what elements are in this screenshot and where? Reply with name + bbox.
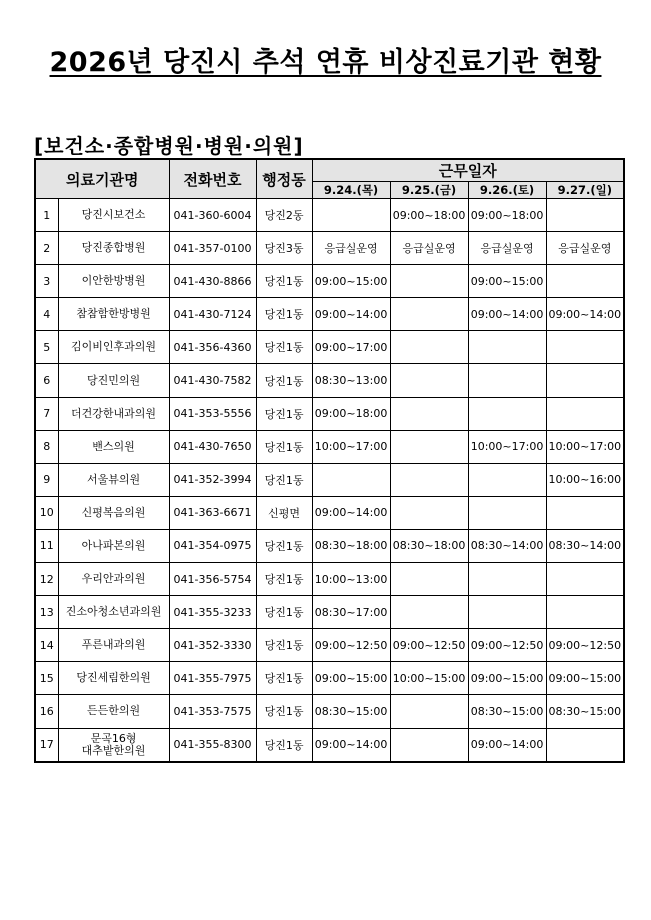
phone-number: 041-354-0975 [169,529,256,562]
hours-date-3 [468,596,546,629]
header-date-1: 9.24.(목) [312,182,390,199]
hours-date-3 [468,364,546,397]
district: 신평면 [256,496,312,529]
emergency-clinic-table [34,158,625,763]
hours-date-4 [546,364,624,397]
district: 당진2동 [256,199,312,232]
page-title [0,40,651,79]
header-date-2: 9.25.(금) [390,182,468,199]
header-date-3: 9.26.(토) [468,182,546,199]
hours-date-3: 09:00~12:50 [468,629,546,662]
hours-date-4: 10:00~16:00 [546,463,624,496]
row-number: 10 [35,496,58,529]
table-row [35,529,624,562]
phone-number: 041-430-7582 [169,364,256,397]
phone-number: 041-360-6004 [169,199,256,232]
phone-number: 041-430-7124 [169,298,256,331]
phone-number: 041-355-8300 [169,728,256,762]
row-number: 17 [35,728,58,762]
hours-date-2 [390,463,468,496]
hours-date-2 [390,695,468,728]
district: 당진3동 [256,232,312,265]
hours-date-1 [312,463,390,496]
hours-date-1: 09:00~14:00 [312,298,390,331]
hours-date-4: 10:00~17:00 [546,430,624,463]
hours-date-2 [390,496,468,529]
table-row [35,199,624,232]
hours-date-1: 09:00~15:00 [312,662,390,695]
hours-date-4 [546,596,624,629]
district: 당진1동 [256,463,312,496]
phone-number: 041-353-5556 [169,397,256,430]
hours-date-2 [390,364,468,397]
hours-date-2: 08:30~18:00 [390,529,468,562]
phone-number: 041-353-7575 [169,695,256,728]
table-row [35,364,624,397]
table-row [35,695,624,728]
district: 당진1동 [256,364,312,397]
phone-number: 041-355-7975 [169,662,256,695]
institution-name: 푸른내과의원 [58,629,169,662]
district: 당진1동 [256,563,312,596]
table-row [35,298,624,331]
table-row [35,496,624,529]
table-row [35,331,624,364]
hours-date-2 [390,331,468,364]
row-number: 1 [35,199,58,232]
hours-date-1: 08:30~15:00 [312,695,390,728]
hours-date-2: 09:00~12:50 [390,629,468,662]
hours-date-4: 09:00~15:00 [546,662,624,695]
institution-name: 신평복음의원 [58,496,169,529]
row-number: 16 [35,695,58,728]
institution-name: 당진민의원 [58,364,169,397]
row-number: 4 [35,298,58,331]
hours-date-1: 08:30~18:00 [312,529,390,562]
hours-date-4: 08:30~14:00 [546,529,624,562]
row-number: 12 [35,563,58,596]
institution-name: 당진세림한의원 [58,662,169,695]
hours-date-1: 08:30~13:00 [312,364,390,397]
hours-date-3 [468,463,546,496]
hours-date-3: 09:00~14:00 [468,298,546,331]
institution-name: 참참함한방병원 [58,298,169,331]
hours-date-3: 10:00~17:00 [468,430,546,463]
phone-number: 041-356-5754 [169,563,256,596]
hours-date-2: 09:00~18:00 [390,199,468,232]
hours-date-3: 08:30~14:00 [468,529,546,562]
hours-date-4 [546,265,624,298]
header-date-4: 9.27.(일) [546,182,624,199]
institution-name: 진소아청소년과의원 [58,596,169,629]
phone-number: 041-355-3233 [169,596,256,629]
district: 당진1동 [256,298,312,331]
district: 당진1동 [256,331,312,364]
hours-date-2 [390,265,468,298]
district: 당진1동 [256,728,312,762]
institution-name: 김이비인후과의원 [58,331,169,364]
header-institution-name: 의료기관명 [35,159,169,199]
hours-date-3: 09:00~15:00 [468,662,546,695]
hours-date-3: 09:00~18:00 [468,199,546,232]
table-row [35,596,624,629]
district: 당진1동 [256,629,312,662]
page-title-text: 2026년 당진시 추석 연휴 비상진료기관 현황 [49,47,602,78]
hours-date-3 [468,496,546,529]
hours-date-4: 09:00~14:00 [546,298,624,331]
row-number: 8 [35,430,58,463]
row-number: 9 [35,463,58,496]
hours-date-3: 08:30~15:00 [468,695,546,728]
table-row [35,662,624,695]
hours-date-1 [312,199,390,232]
row-number: 15 [35,662,58,695]
section-heading: [보건소·종합병원·병원·의원] [34,134,304,158]
institution-name: 서울뷰의원 [58,463,169,496]
row-number: 3 [35,265,58,298]
hours-date-3 [468,331,546,364]
header-phone: 전화번호 [169,159,256,199]
hours-date-2 [390,397,468,430]
institution-name: 문곡16형 대추밭한의원 [58,728,169,762]
district: 당진1동 [256,695,312,728]
hours-date-3: 09:00~14:00 [468,728,546,762]
phone-number: 041-430-7650 [169,430,256,463]
hours-date-4 [546,728,624,762]
district: 당진1동 [256,529,312,562]
institution-name: 이안한방병원 [58,265,169,298]
institution-name: 더건강한내과의원 [58,397,169,430]
phone-number: 041-430-8866 [169,265,256,298]
hours-date-2 [390,563,468,596]
table-row [35,563,624,596]
hours-date-3 [468,563,546,596]
table-row [35,232,624,265]
table-row [35,463,624,496]
row-number: 5 [35,331,58,364]
table-row [35,397,624,430]
hours-date-4 [546,563,624,596]
table-row [35,265,624,298]
district: 당진1동 [256,430,312,463]
hours-date-3: 09:00~15:00 [468,265,546,298]
row-number: 13 [35,596,58,629]
hours-date-1: 09:00~17:00 [312,331,390,364]
hours-date-2: 응급실운영 [390,232,468,265]
hours-date-4: 응급실운영 [546,232,624,265]
hours-date-2 [390,298,468,331]
institution-name: 당진종합병원 [58,232,169,265]
hours-date-4: 08:30~15:00 [546,695,624,728]
hours-date-2 [390,430,468,463]
hours-date-4: 09:00~12:50 [546,629,624,662]
table-row [35,430,624,463]
hours-date-2 [390,596,468,629]
hours-date-1: 09:00~12:50 [312,629,390,662]
header-work-days: 근무일자 [312,159,624,182]
hours-date-2 [390,728,468,762]
district: 당진1동 [256,265,312,298]
institution-name: 든든한의원 [58,695,169,728]
phone-number: 041-356-4360 [169,331,256,364]
district: 당진1동 [256,397,312,430]
hours-date-4 [546,199,624,232]
hours-date-1: 09:00~15:00 [312,265,390,298]
institution-name: 당진시보건소 [58,199,169,232]
hours-date-4 [546,331,624,364]
phone-number: 041-357-0100 [169,232,256,265]
row-number: 2 [35,232,58,265]
hours-date-3 [468,397,546,430]
district: 당진1동 [256,662,312,695]
institution-name: 우리안과의원 [58,563,169,596]
table-body [35,199,624,762]
row-number: 6 [35,364,58,397]
header-district: 행정동 [256,159,312,199]
phone-number: 041-352-3330 [169,629,256,662]
institution-name: 밴스의원 [58,430,169,463]
hours-date-2: 10:00~15:00 [390,662,468,695]
institution-name: 아나파본의원 [58,529,169,562]
hours-date-1: 10:00~13:00 [312,563,390,596]
table-row [35,629,624,662]
phone-number: 041-363-6671 [169,496,256,529]
hours-date-4 [546,397,624,430]
phone-number: 041-352-3994 [169,463,256,496]
row-number: 14 [35,629,58,662]
hours-date-1: 08:30~17:00 [312,596,390,629]
district: 당진1동 [256,596,312,629]
table-row [35,728,624,762]
row-number: 7 [35,397,58,430]
hours-date-4 [546,496,624,529]
row-number: 11 [35,529,58,562]
hours-date-1: 09:00~14:00 [312,496,390,529]
hours-date-1: 10:00~17:00 [312,430,390,463]
hours-date-3: 응급실운영 [468,232,546,265]
hours-date-1: 응급실운영 [312,232,390,265]
hours-date-1: 09:00~14:00 [312,728,390,762]
hours-date-1: 09:00~18:00 [312,397,390,430]
